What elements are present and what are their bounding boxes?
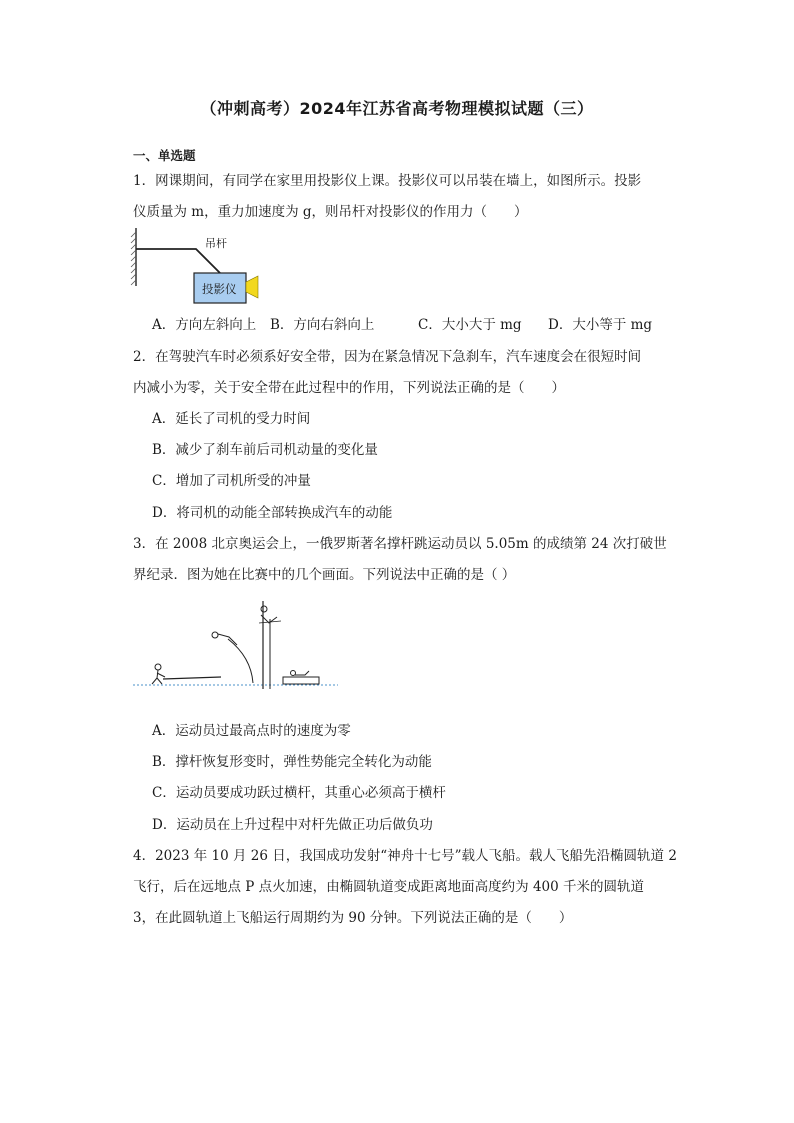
q3-option-b[interactable]: B．撑杆恢复形变时，弹性势能完全转化为动能 (152, 754, 432, 770)
q1-stem-line1: 1．网课期间，有同学在家里用投影仪上课。投影仪可以吊装在墙上，如图所示。投影 (133, 173, 642, 189)
q2-option-d[interactable]: D．将司机的动能全部转换成汽车的动能 (152, 505, 393, 521)
q2-stem-line1: 2．在驾驶汽车时必须系好安全带，因为在紧急情况下急刹车，汽车速度会在很短时间 (133, 349, 642, 365)
q1-projector-figure (128, 226, 268, 308)
section-heading: 一、单选题 (133, 148, 196, 163)
q1-projector-label: 投影仪 (202, 282, 237, 296)
q3-pole-vault-figure (133, 597, 338, 692)
page-title: （冲刺高考）2024年江苏省高考物理模拟试题（三） (200, 99, 594, 118)
q3-stem-line1: 3．在 2008 北京奥运会上，一俄罗斯著名撑杆跳运动员以 5.05m 的成绩第 24 次打破世 (133, 536, 667, 552)
q1-option-a[interactable]: A．方向左斜向上 (152, 317, 257, 333)
q3-option-a[interactable]: A．运动员过最高点时的速度为零 (152, 723, 351, 739)
q4-stem-line2: 飞行，后在远地点 P 点火加速，由椭圆轨道变成距离地面高度约为 400 千米的圆轨道 (133, 879, 645, 895)
q2-stem-line2: 内减小为零，关于安全带在此过程中的作用，下列说法正确的是（ ） (133, 380, 565, 396)
q1-stem-line2: 仪质量为 m，重力加速度为 g，则吊杆对投影仪的作用力（ ） (133, 204, 528, 220)
q1-option-b[interactable]: B．方向右斜向上 (270, 317, 375, 333)
q3-option-c[interactable]: C．运动员要成功跃过横杆，其重心必须高于横杆 (152, 785, 446, 801)
q1-option-c[interactable]: C．大小大于 mg (418, 317, 522, 333)
q1-rod-label: 吊杆 (205, 237, 227, 250)
q2-option-c[interactable]: C．增加了司机所受的冲量 (152, 473, 311, 489)
q4-stem-line3: 3，在此圆轨道上飞船运行周期约为 90 分钟。下列说法正确的是（ ） (133, 910, 573, 926)
q2-option-a[interactable]: A．延长了司机的受力时间 (152, 411, 311, 427)
q1-option-d[interactable]: D．大小等于 mg (548, 317, 653, 333)
q4-stem-line1: 4．2023 年 10 月 26 日，我国成功发射“神舟十七号”载人飞船。载人飞船先沿椭圆轨道 2 (133, 848, 677, 864)
q3-option-d[interactable]: D．运动员在上升过程中对杆先做正功后做负功 (152, 817, 433, 833)
q2-option-b[interactable]: B．减少了刹车前后司机动量的变化量 (152, 442, 378, 458)
q3-stem-line2: 界纪录．图为她在比赛中的几个画面。下列说法中正确的是（ ） (133, 567, 516, 583)
